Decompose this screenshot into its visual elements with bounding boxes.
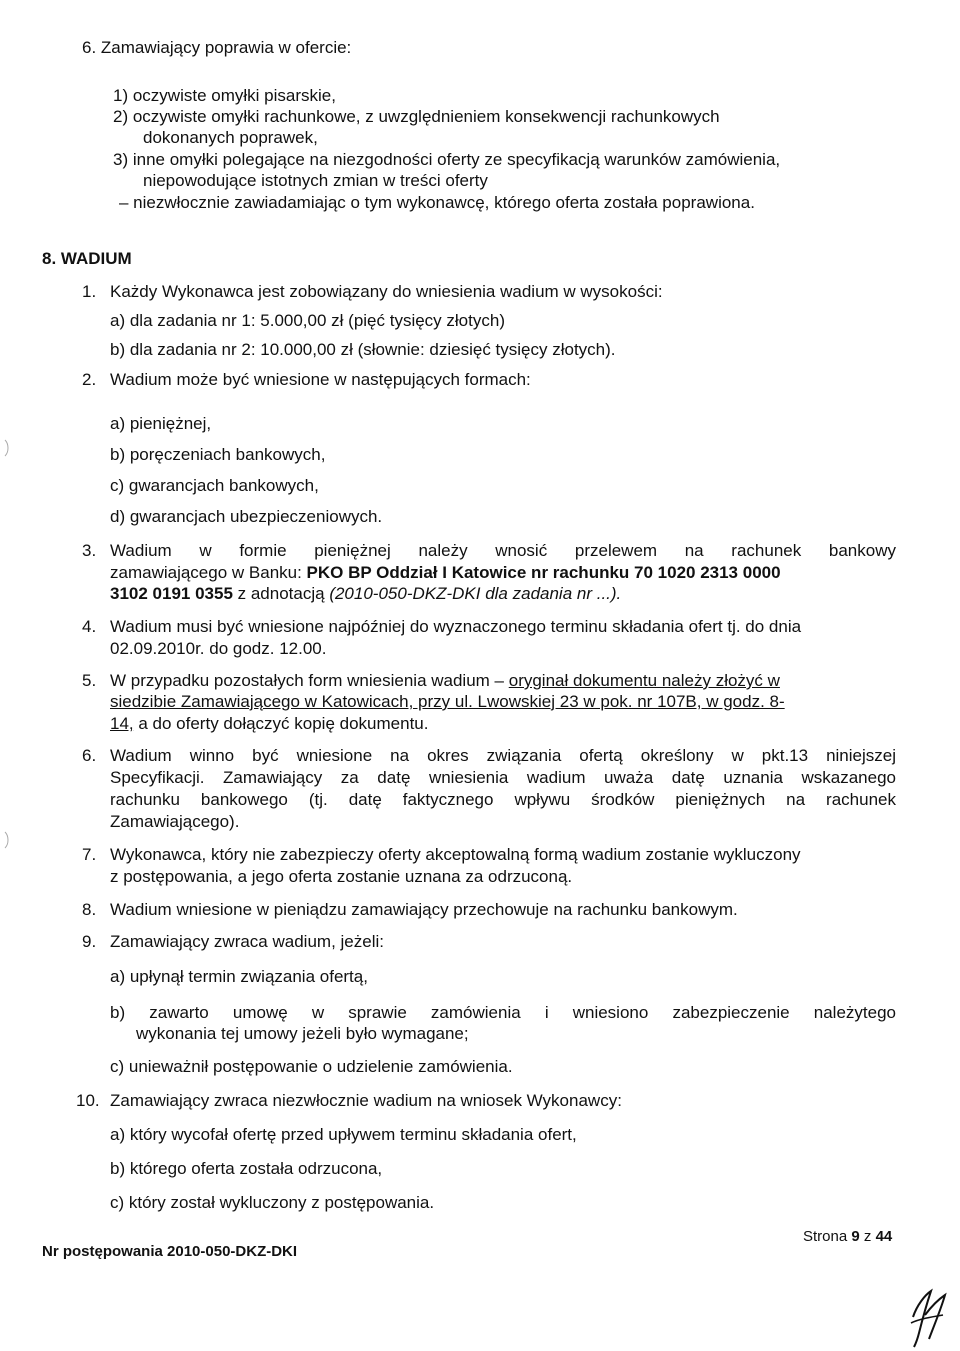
p6-line-1: Wadium winno być wniesione na okres związania ofertą określony w pkt.13 niniejszej [110,746,896,765]
p7-line-2: z postępowania, a jego oferta zostanie uznana za odrzuconą. [110,867,573,886]
handwritten-initials [905,1287,957,1349]
p9-item-b-cont: wykonania tej umowy jeżeli było wymagane; [136,1024,469,1043]
p2-number: 2. [82,370,97,389]
p10-text: Zamawiający zwraca niezwłocznie wadium na wniosek Wykonawcy: [110,1091,622,1110]
s6-item-2: 2) oczywiste omyłki rachunkowe, z uwzględnieniem konsekwencji rachunkowych [113,107,720,126]
p4-number: 4. [82,617,97,636]
p3-line-2-text: zamawiającego w Banku: [110,563,307,582]
footer-page-number: 9 [851,1228,860,1245]
p3-annotation-label: z adnotacją [232,584,330,603]
p9-item-b: b) zawarto umowę w sprawie zamówienia i wniesiono zabezpieczenie należytego [110,1003,896,1022]
p1-text: Każdy Wykonawca jest zobowiązany do wniesienia wadium w wysokości: [110,282,663,301]
p10-item-b: b) którego oferta została odrzucona, [110,1159,383,1178]
p3-bank-account: PKO BP Oddział I Katowice nr rachunku 70 1020 2313 0000 [306,563,781,582]
p10-number: 10. [76,1091,100,1110]
p7-number: 7. [82,845,97,864]
p3-bank-account-end: 3102 0191 0355 [110,584,233,603]
p3-line-3 [110,584,621,604]
p5-line-1-text: W przypadku pozostałych form wniesienia wadium – [110,671,509,690]
s6-item-1: 1) oczywiste omyłki pisarskie, [113,86,336,105]
p6-line-3: rachunku bankowego (tj. datę faktycznego wpływu środków pieniężnych na rachunek [110,790,896,809]
p5-number: 5. [82,671,97,690]
p6-number: 6. [82,746,97,765]
p2-item-c: c) gwarancjach bankowych, [110,476,319,495]
p10-item-c: c) który został wykluczony z postępowania. [110,1193,435,1212]
p5-line-1 [110,671,780,691]
p9-item-c: c) unieważnił postępowanie o udzielenie zamówienia. [110,1057,513,1076]
p1-item-b: b) dla zadania nr 2: 10.000,00 zł (słownie: dziesięć tysięcy złotych). [110,340,616,359]
p1-item-a: a) dla zadania nr 1: 5.000,00 zł (pięć tysięcy złotych) [110,311,505,330]
section-6-title: 6. Zamawiający poprawia w ofercie: [82,38,352,57]
s6-item-3-cont: niepowodujące istotnych zmian w treści oferty [143,171,488,190]
p2-text: Wadium może być wniesione w następujących formach: [110,370,531,389]
footer-page-indicator [803,1228,892,1245]
p9-text: Zamawiający zwraca wadium, jeżeli: [110,932,384,951]
p6-line-4: Zamawiającego). [110,812,240,831]
section-8-heading: 8. WADIUM [42,249,132,268]
p3-number: 3. [82,541,97,560]
p8-line-1: Wadium wniesione w pieniądzu zamawiający przechowuje na rachunku bankowym. [110,900,738,919]
s6-note: – niezwłocznie zawiadamiając o tym wykonawcę, którego oferta została poprawiona. [119,193,755,212]
p5-line-3 [110,714,428,734]
p2-item-b: b) poręczeniach bankowych, [110,445,326,464]
p9-item-a: a) upłynął termin związania ofertą, [110,967,368,986]
scan-edge-mark [3,438,11,458]
p5-line-2: siedzibie Zamawiającego w Katowicach, przy ul. Lwowskiej 23 w pok. nr 107B, w godz. 8- [110,692,785,711]
p6-line-2: Specyfikacji. Zamawiający za datę wniesienia wadium uważa datę uznania wskazanego [110,768,896,787]
p5-line-3-text: a do oferty dołączyć kopię dokumentu. [133,714,429,733]
p3-line-1: Wadium w formie pieniężnej należy wnosić przelewem na rachunek bankowy [110,541,896,560]
footer-page-separator: z [859,1228,876,1245]
p4-line-1: Wadium musi być wniesione najpóźniej do wyznaczonego terminu składania ofert tj. do dnia [110,617,802,636]
footer-page-prefix: Strona [803,1228,852,1245]
p5-line-3-underlined: 14, [110,714,134,733]
p7-line-1: Wykonawca, który nie zabezpieczy oferty akceptowalną formą wadium zostanie wykluczony [110,845,801,864]
p8-number: 8. [82,900,97,919]
p2-item-d: d) gwarancjach ubezpieczeniowych. [110,507,383,526]
s6-item-3: 3) inne omyłki polegające na niezgodności oferty ze specyfikacją warunków zamówienia, [113,150,781,169]
p3-line-2 [110,563,781,583]
p4-line-2: 02.09.2010r. do godz. 12.00. [110,639,327,658]
p10-item-a: a) który wycofał ofertę przed upływem terminu składania ofert, [110,1125,577,1144]
footer-case-number: Nr postępowania 2010-050-DKZ-DKI [42,1243,298,1260]
p3-annotation: (2010-050-DKZ-DKI dla zadania nr ...). [329,584,622,603]
footer-page-total: 44 [875,1228,893,1245]
s6-item-2-cont: dokonanych poprawek, [143,128,318,147]
p9-number: 9. [82,932,97,951]
p5-line-1-underlined: oryginał dokumentu należy złożyć w [508,671,780,690]
p1-number: 1. [82,282,97,301]
p2-item-a: a) pieniężnej, [110,414,212,433]
scan-edge-mark [3,830,11,850]
